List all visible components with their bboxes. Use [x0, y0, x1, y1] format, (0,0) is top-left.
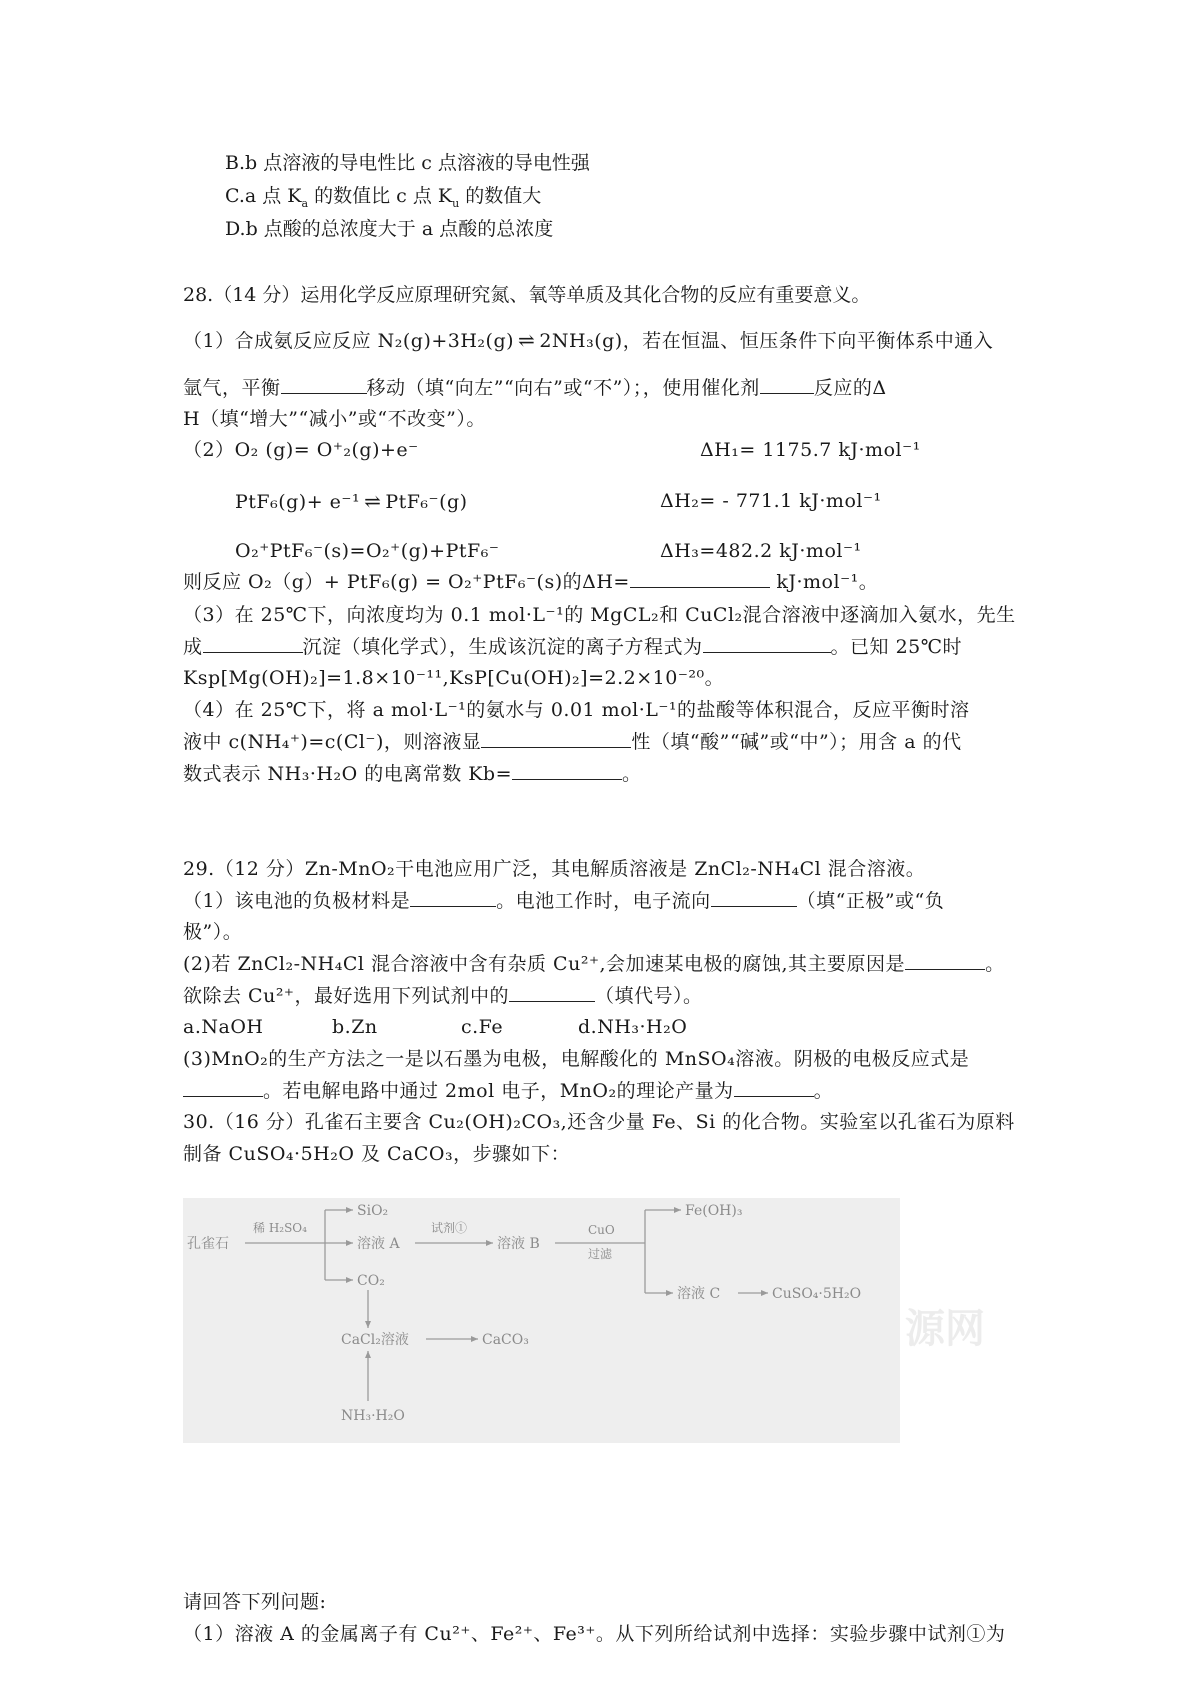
answer-blank[interactable] — [203, 634, 303, 653]
q30-title: 30.（16 分）孔雀石主要含 Cu₂(OH)₂CO₃,还含少量 Fe、Si 的化合物。实验室以孔雀石为原料 — [183, 1111, 1015, 1133]
label-solution-b: 溶液 B — [497, 1236, 540, 1252]
q29-title: 29.（12 分）Zn-MnO₂干电池应用广泛，其电解质溶液是 ZnCl₂-NH₄Cl 混合溶液。 — [183, 858, 926, 880]
q28-dh-2: ΔH₂= - 771.1 kJ·mol⁻¹ — [660, 490, 882, 512]
equilibrium-arrow-icon: ⇌ — [364, 489, 382, 513]
answer-blank[interactable] — [711, 888, 797, 907]
answer-blank[interactable] — [905, 951, 985, 970]
q28-reaction-2: PtF₆(g)+ e⁻¹ ⇌ PtF₆⁻(g) — [235, 489, 468, 513]
q30-p1: （1）溶液 A 的金属离子有 Cu²⁺、Fe²⁺、Fe³⁺。从下列所给试剂中选择：实验步骤中试剂①为 — [183, 1623, 1006, 1645]
q30-answer-intro: 请回答下列问题: — [183, 1591, 327, 1613]
label-dilute-acid: 稀 H₂SO₄ — [253, 1221, 307, 1235]
watermark: 源网 — [905, 1306, 985, 1352]
q28-p3-line2: 成 沉淀（填化学式），生成该沉淀的离子方程式为 。已知 25℃时 — [183, 636, 963, 658]
answer-blank[interactable] — [281, 375, 367, 394]
q28-p4-line3: 数式表示 NH₃·H₂O 的电离常数 Kb= 。 — [183, 763, 642, 785]
label-cuso4: CuSO₄·5H₂O — [772, 1286, 862, 1302]
label-cacl2: CaCl₂溶液 — [341, 1332, 409, 1348]
flow-svg — [183, 1198, 900, 1443]
q28-p1-line2: 氩气，平衡 移动（填“向左”“向右”或“不”）；，使用催化剂 反应的Δ — [183, 377, 887, 399]
q29-p3-line2: 。若电解电路中通过 2mol 电子，MnO₂的理论产量为 。 — [183, 1078, 833, 1104]
option-c: C.a 点 $K_a$ 的数值比 c 点 $K_u$ 的数值大 — [225, 185, 542, 210]
q28-dh-1: ΔH₁= 1175.7 kJ·mol⁻¹ — [700, 439, 921, 461]
q28-p1-line3: H（填“增大”“减小”或“不改变”）。 — [183, 408, 486, 430]
q29-choice-c: c.Fe — [461, 1016, 504, 1038]
q28-reaction-3: O₂⁺PtF₆⁻(s)=O₂⁺(g)+PtF₆⁻ — [235, 540, 500, 562]
answer-blank[interactable] — [410, 888, 496, 907]
label-caco3: CaCO₃ — [482, 1332, 529, 1348]
label-solution-a: 溶液 A — [357, 1236, 400, 1252]
label-cuo: CuO — [588, 1223, 615, 1237]
q29-p1-line1: （1）该电池的负极材料是 。电池工作时，电子流向 （填“正极”或“负 — [183, 890, 945, 912]
q28-p2-ask: 则反应 O₂（g）+ PtF₆(g) = O₂⁺PtF₆⁻(s)的ΔH= kJ·mol⁻¹。 — [183, 571, 879, 593]
option-d: D.b 点酸的总浓度大于 a 点酸的总浓度 — [225, 218, 554, 240]
answer-blank[interactable] — [630, 569, 770, 588]
label-fe-oh-3: Fe(OH)₃ — [685, 1203, 743, 1219]
q29-choice-b: b.Zn — [332, 1016, 378, 1038]
q28-p4-line2: 液中 c(NH₄⁺)=c(Cl⁻)，则溶液显 性（填“酸”“碱”或“中”）；用含 a 的代 — [183, 731, 962, 753]
q28-reaction-1: （2）O₂ (g)= O⁺₂(g)+e⁻ — [183, 439, 419, 461]
answer-blank[interactable] — [481, 729, 631, 748]
answer-blank[interactable] — [703, 634, 831, 653]
answer-blank[interactable] — [512, 761, 622, 780]
answer-blank[interactable] — [509, 983, 595, 1002]
answer-blank[interactable] — [760, 375, 814, 394]
option-b: B.b 点溶液的导电性比 c 点溶液的导电性强 — [225, 152, 590, 174]
q28-title: 28.（14 分）运用化学反应原理研究氮、氧等单质及其化合物的反应有重要意义。 — [183, 284, 871, 306]
q28-p3-line3: Ksp[Mg(OH)₂]=1.8×10⁻¹¹,KsP[Cu(OH)₂]=2.2×10⁻²⁰。 — [183, 667, 725, 689]
process-flow-diagram — [183, 1198, 900, 1443]
q30-title-line2: 制备 CuSO₄·5H₂O 及 CaCO₃，步骤如下： — [183, 1143, 571, 1165]
q28-dh-3: ΔH₃=482.2 kJ·mol⁻¹ — [660, 540, 862, 562]
label-co2: CO₂ — [357, 1273, 385, 1289]
label-solution-c: 溶液 C — [677, 1286, 721, 1302]
answer-blank[interactable] — [183, 1078, 263, 1097]
label-nh3-h2o: NH₃·H₂O — [341, 1408, 405, 1424]
q29-choice-a: a.NaOH — [183, 1016, 264, 1038]
q28-p4-line1: （4）在 25℃下，将 a mol·L⁻¹的氨水与 0.01 mol·L⁻¹的盐酸等体积混合，反应平衡时溶 — [183, 699, 970, 721]
q29-p2-line1: (2)若 ZnCl₂-NH₄Cl 混合溶液中含有杂质 Cu²⁺,会加速某电极的腐蚀,其主要原因是 。 — [183, 953, 1005, 975]
label-reagent-1: 试剂① — [431, 1221, 468, 1235]
q28-p3-line1: （3）在 25℃下，向浓度均为 0.1 mol·L⁻¹的 MgCL₂和 CuCl₂混合溶液中逐滴加入氨水，先生 — [183, 604, 1016, 626]
q29-p2-line2: 欲除去 Cu²⁺，最好选用下列试剂中的 （填代号）。 — [183, 985, 703, 1007]
label-malachite: 孔雀石 — [187, 1236, 229, 1252]
label-sio2: SiO₂ — [357, 1203, 389, 1219]
q29-p1-line2: 极”）。 — [183, 921, 243, 943]
label-filter: 过滤 — [588, 1247, 613, 1261]
answer-blank[interactable] — [734, 1078, 814, 1097]
q28-p1-line1: （1）合成氨反应反应 N₂(g)+3H₂(g) ⇌ 2NH₃(g)，若在恒温、恒压条件下向平衡体系中通入 — [183, 328, 994, 352]
q29-p3-line1: (3)MnO₂的生产方法之一是以石墨为电极，电解酸化的 MnSO₄溶液。阴极的电极反应式是 — [183, 1048, 970, 1070]
equilibrium-arrow-icon: ⇌ — [518, 328, 536, 352]
q29-choice-d: d.NH₃·H₂O — [578, 1016, 688, 1038]
